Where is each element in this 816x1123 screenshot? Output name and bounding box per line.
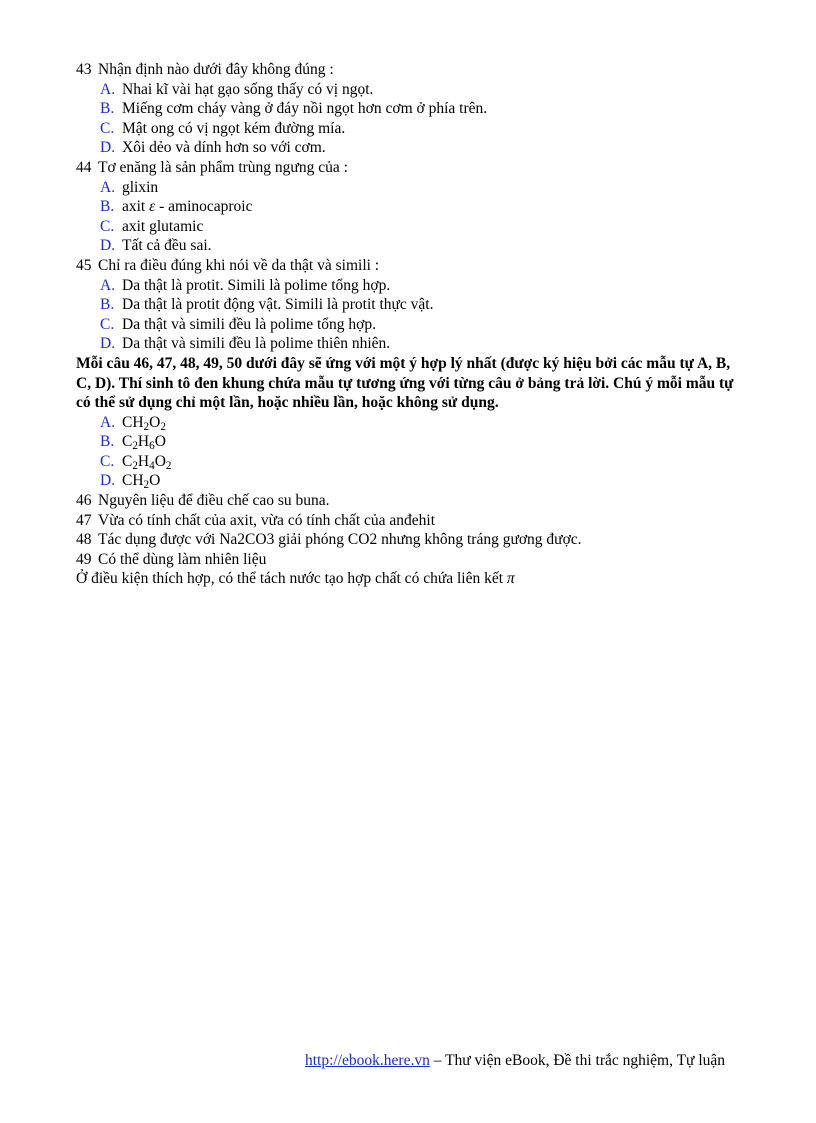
option-letter: D. bbox=[100, 237, 116, 255]
q44-option-a bbox=[76, 178, 748, 198]
option-letter: B. bbox=[100, 198, 115, 216]
formula-option-c bbox=[76, 452, 748, 472]
option-letter: A. bbox=[100, 178, 116, 196]
option-text: Da thật và simili đều là polime tổng hợp. bbox=[122, 315, 377, 333]
option-text-prefix: axit bbox=[122, 198, 150, 216]
formula-option-b bbox=[76, 432, 748, 452]
option-text: Da thật là protit. Simili là polime tổng hợp. bbox=[122, 276, 391, 294]
matching-instruction: Mỗi câu 46, 47, 48, 49, 50 dưới đây sẽ ứng với một ý hợp lý nhất (được ký hiệu bởi các mẫu tự A, B, C, D). Thí sinh tô đen khung chứa mẫu tự tương ứng với từng câu ở bảng trả lời. Chú ý mỗi mẫu tự có thể sử dụng chỉ một lần, hoặc nhiều lần, hoặc không sử dụng. bbox=[76, 354, 734, 412]
option-letter: A. bbox=[100, 413, 116, 431]
formula: $C_2H_4O_2$ bbox=[122, 452, 172, 472]
q45-option-d bbox=[76, 334, 748, 354]
option-letter: B. bbox=[100, 296, 115, 314]
option-text: axit glutamic bbox=[122, 217, 204, 235]
option-text: Da thật và simili đều là polime thiên nhiên. bbox=[122, 335, 391, 353]
option-letter: C. bbox=[100, 217, 115, 235]
option-text: Nhai kĩ vài hạt gạo sống thấy có vị ngọt. bbox=[122, 80, 374, 98]
q45-option-b bbox=[76, 295, 748, 315]
question-stem: Vừa có tính chất của axit, vừa có tính chất của anđehit bbox=[98, 511, 436, 529]
question-stem: Tác dụng được với Na2CO3 giải phóng CO2 nhưng không tráng gương được. bbox=[98, 531, 582, 549]
option-text: Miếng cơm cháy vàng ở đáy nồi ngọt hơn cơm ở phía trên. bbox=[122, 100, 488, 118]
q43-option-b bbox=[76, 99, 748, 119]
q43-option-c bbox=[76, 119, 748, 139]
epsilon-symbol: ε bbox=[149, 198, 156, 216]
option-text: Tất cả đều sai. bbox=[122, 237, 212, 255]
option-text: Da thật là protit động vật. Simili là protit thực vật. bbox=[122, 296, 434, 314]
question-number: 46 bbox=[76, 492, 92, 510]
pi-symbol: π bbox=[506, 570, 515, 588]
question-46 bbox=[76, 491, 748, 511]
page-footer bbox=[305, 1052, 745, 1070]
option-text-suffix: - aminocaproic bbox=[155, 198, 253, 216]
option-letter: D. bbox=[100, 472, 116, 490]
question-number: 47 bbox=[76, 511, 92, 529]
q44-option-c bbox=[76, 217, 748, 237]
option-letter: B. bbox=[100, 433, 115, 451]
question-50-stem bbox=[76, 569, 748, 589]
document-body bbox=[76, 60, 748, 589]
q43-option-d bbox=[76, 138, 748, 158]
option-text: Xôi dẻo và dính hơn so với cơm. bbox=[122, 139, 326, 157]
q44-option-d bbox=[76, 236, 748, 256]
formula-option-d bbox=[76, 471, 748, 491]
formula: $C_2H_6O$ bbox=[122, 433, 166, 453]
question-number: 43 bbox=[76, 61, 92, 78]
option-letter: D. bbox=[100, 335, 116, 353]
question-45 bbox=[76, 256, 748, 276]
option-text: Mật ong có vị ngọt kém đường mía. bbox=[122, 119, 346, 137]
option-text: glixin bbox=[122, 178, 159, 196]
option-letter: D. bbox=[100, 139, 116, 157]
question-text: Ở điều kiện thích hợp, có thể tách nước tạo hợp chất có chứa liên kết bbox=[76, 570, 507, 588]
option-letter: C. bbox=[100, 119, 115, 137]
question-48 bbox=[76, 530, 748, 550]
question-47 bbox=[76, 511, 748, 531]
question-stem: Chỉ ra điều đúng khi nói về da thật và simili : bbox=[98, 256, 380, 274]
question-number: 49 bbox=[76, 550, 92, 568]
formula: $CH_2O$ bbox=[122, 472, 161, 492]
question-number: 45 bbox=[76, 256, 92, 274]
ebook-link[interactable]: http://ebook.here.vn bbox=[305, 1052, 430, 1069]
question-number: 44 bbox=[76, 158, 92, 176]
question-stem: Nguyên liệu để điều chế cao su buna. bbox=[98, 492, 330, 510]
question-stem: Tơ enăng là sản phẩm trùng ngưng của : bbox=[98, 158, 348, 176]
option-letter: C. bbox=[100, 452, 115, 470]
question-number: 48 bbox=[76, 531, 92, 549]
question-43 bbox=[76, 60, 748, 80]
q45-option-a bbox=[76, 276, 748, 296]
option-letter: B. bbox=[100, 100, 115, 118]
question-44 bbox=[76, 158, 748, 178]
q44-option-b bbox=[76, 197, 748, 217]
q43-option-a bbox=[76, 80, 748, 100]
question-49 bbox=[76, 550, 748, 570]
footer-text: – Thư viện eBook, Đề thi trắc nghiệm, Tự luận bbox=[429, 1052, 726, 1069]
question-stem: Có thể dùng làm nhiên liệu bbox=[98, 550, 267, 568]
q45-option-c bbox=[76, 315, 748, 335]
option-letter: A. bbox=[100, 80, 116, 98]
option-letter: A. bbox=[100, 276, 116, 294]
formula: $CH_2O_2$ bbox=[122, 413, 166, 433]
option-letter: C. bbox=[100, 315, 115, 333]
question-stem: Nhận định nào dưới đây không đúng : bbox=[98, 61, 334, 78]
formula-option-a bbox=[76, 413, 748, 433]
